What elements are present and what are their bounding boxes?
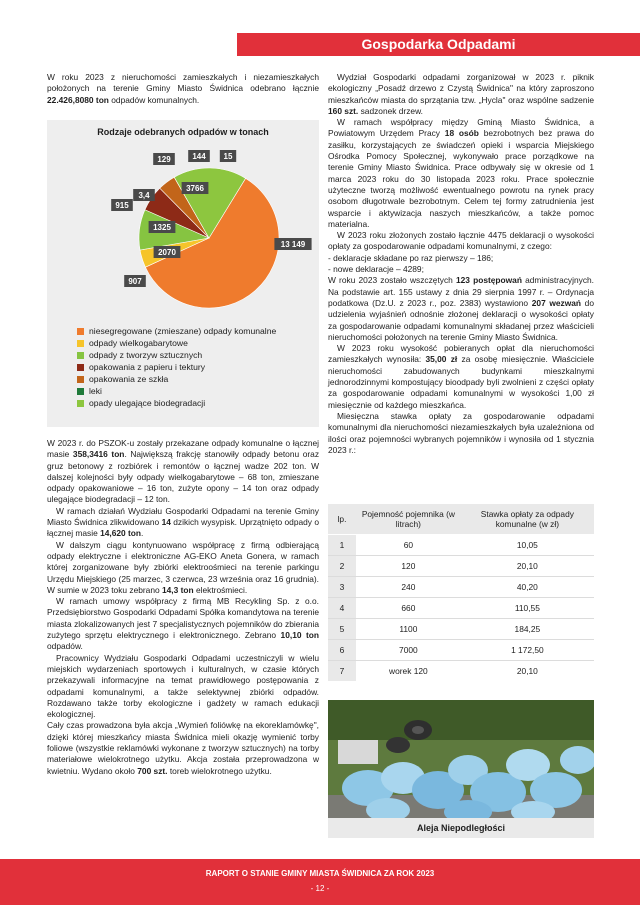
bags-paragraph: Cały czas prowadzona była akcja „Wymień foliówkę na ekoreklamówkę", dzięki której mieszkańcy miasta Świdnica mieli okazję wymienić torby foliowe (wszystkie reklamówki wykonane z tworzyw sztucznych) na torby materiałowe wielokrotnego użytku. Akcja została przeprowadzona w kwietniu. Wydano około 700 szt. toreb wielokrotnego użytku. <box>47 720 319 776</box>
data-label <box>182 182 209 194</box>
footer-title: RAPORT O STANIE GMINY MIASTA ŚWIDNICA ZA ROK 2023 <box>205 869 435 878</box>
section-title: Gospodarka Odpadami <box>237 33 640 56</box>
photo-caption: Aleja Niepodległości <box>328 818 594 838</box>
intro-text: W roku 2023 z nieruchomości zamieszkałych i niezamieszkałych położonych na terenie Gminy Miasto Świdnica odebrano łącznie 22.426,8080 ton odpadów komunalnych. <box>47 72 319 105</box>
svg-text:129: 129 <box>157 155 171 164</box>
picnic-paragraph: Wydział Gospodarki odpadami zorganizował w 2023 r. piknik ekologiczny „Posadź drzewo z Czystą Świdnica" na który zaproszono mieszkańców miasta do sprzątania tzw. „Hycla" oraz wspólne sadzenie 160 szt. sadzonek drzew. <box>328 72 594 116</box>
decl-item: - deklaracje składane po raz pierwszy – 186; <box>328 252 494 263</box>
svg-text:1325: 1325 <box>153 223 171 232</box>
data-label <box>154 246 181 258</box>
chart-title: Rodzaje odebranych odpadów w tonach <box>97 127 269 137</box>
data-label <box>153 153 175 165</box>
data-label <box>124 275 146 287</box>
fees-paragraph: W 2023 roku wysokość pobieranych opłat dla nieruchomości zamieszkałych wynosiła: 35,00 zł za osobę miesięcznie. Właściciele nieruchomości zabudowanych budynkami mieszkalnymi jednorodzinnymi kompostujący bioodpady byli zwolnieni z części opłaty za gospodarowanie odpadami komunalnymi w wysokości 1,00 zł miesięcznie od każdego mieszkańca. <box>328 343 594 410</box>
declarations-paragraph: W 2023 roku złożonych zostało łącznie 4475 deklaracji o wysokości opłaty za gospodarowanie odpadami komunalnymi, z czego: <box>328 230 594 252</box>
rates-paragraph: Miesięczna stawka opłaty za gospodarowanie odpadami komunalnymi dla nieruchomości niezamieszkałych była uzależniona od ilości oraz pojemności wybranych pojemników i wynosiła od 1 stycznia 2023 r.: <box>328 410 594 455</box>
page-number: - 12 - <box>310 884 330 893</box>
data-label <box>111 199 133 211</box>
pup-paragraph: W ramach współpracy między Gminą Miasto Świdnica, a Powiatowym Urzędem Pracy 18 osób bezrobotnych bez prawa do zasiłku, korzystających ze świadczeń opieki i wsparcia Miejskiego Ośrodka Pomocy Społecznej, wykonywało prace porządkowe na terenie Gminy Miasto Świdnica. Prace odbywały się w okresie od 1 marca 2023 roku do 30 listopada 2023 roku. Prace społecznie użyteczne tworzą możliwość ewentualnego powrotu na rynek pracy osobom długotrwale bezrobotnym. Celem tej formy zatrudnienia jest wsparcie i aktywizacja naszych mieszkańców, a także pomoc materialna. <box>328 117 594 229</box>
events-paragraph: Pracownicy Wydziału Gospodarki Odpadami uczestniczyli w wielu miejskich wydarzeniach sportowych i kulturalnych, w czasie których przekazywali informacyjne na temat prawidłowego postępowania z odpadami komunalnymi, a także selektywnej zbiórki odpadów. Rozdawano także torby ekologiczne i gadżety w ramach edukacji ekologicznej. <box>47 652 319 720</box>
table-row: 3 240 40,20 <box>328 577 594 598</box>
table-row: 2 120 20,10 <box>328 556 594 577</box>
dumps-paragraph: W ramach działań Wydziału Gospodarki Odpadami na terenie Gminy Miasto Świdnica zlikwidowano 14 dzikich wysypisk. Uprzątnięto odpady o łącznej masie 14,620 ton. <box>47 505 319 539</box>
left-text-lower <box>47 438 319 777</box>
proceedings-paragraph: W roku 2023 zostało wszczętych 123 postępowań administracyjnych. Na podstawie art. 155 ustawy z dnia 29 sierpnia 1997 r. – Ordynacja podatkowa (Dz.U. z 2023 r., poz. 2383) wystawiono 207 wezwań do udzielenia wyjaśnień odnośnie złożonej deklaracji o wysokości opłaty za gospodarowanie odpadami komunalnymi składanej przez właścicieli nieruchomości położonych na terenie Gminy Miasto Świdnica. <box>328 275 594 342</box>
legend-item <box>77 373 312 385</box>
legend-swatch <box>77 352 84 359</box>
right-text <box>328 72 594 456</box>
pie-chart <box>47 120 319 320</box>
col-header-capacity: Pojemność pojemnika (w litrach) <box>356 504 461 535</box>
legend-label: opakowania ze szkła <box>89 374 169 384</box>
legend-item <box>77 385 312 397</box>
table-row: 1 60 10,05 <box>328 535 594 556</box>
legend-swatch <box>77 388 84 395</box>
legend-item <box>77 361 312 373</box>
legend-item <box>77 325 312 337</box>
legend-swatch <box>77 376 84 383</box>
footer <box>0 859 640 905</box>
pszok-paragraph: W 2023 r. do PSZOK-u zostały przekazane odpady komunalne o łącznej masie 358,3416 ton. Największą frakcję stanowiły odpady betonu oraz gruz betonowy z rozbiórek i remontów o łącznej wadze 202 ton. W dalszej kolejności były odpady wielkogabarytowe – 68 ton, zmieszane odpady opakowaniowe – 16 ton, zużyte opony – 14 ton oraz odpady ulegające biodegradacji – 12 ton. <box>47 438 320 505</box>
legend-label: opakowania z papieru i tektury <box>89 362 206 372</box>
svg-text:907: 907 <box>128 277 142 286</box>
col-header-rate: Stawka opłaty za odpady komunalne (w zł) <box>461 504 594 535</box>
svg-text:144: 144 <box>192 152 206 161</box>
fees-table <box>328 504 594 681</box>
legend-item <box>77 397 312 409</box>
svg-text:13 149: 13 149 <box>280 240 306 249</box>
legend-label: odpady z tworzyw sztucznych <box>89 350 203 360</box>
waste-chart <box>47 120 319 427</box>
decl-item: - nowe deklaracje – 4289; <box>328 264 424 275</box>
data-label <box>274 238 311 250</box>
svg-text:3766: 3766 <box>186 184 204 193</box>
chart-legend <box>77 325 312 409</box>
table-row: 7 worek 120 20,10 <box>328 661 594 682</box>
legend-item <box>77 337 312 349</box>
col-header-lp: lp. <box>328 504 356 535</box>
legend-label: niesegregowane (zmieszane) odpady komunalne <box>89 326 277 336</box>
legend-swatch <box>77 400 84 407</box>
data-label <box>220 150 236 162</box>
table-header-row <box>328 504 594 535</box>
svg-text:15: 15 <box>223 152 233 161</box>
table-row: 5 1100 184,25 <box>328 619 594 640</box>
ag-eko-paragraph: W dalszym ciągu kontynuowano współpracę z firmą odbierającą odpady elektryczne i elektroniczne AG-EKO Aneta Gonera, w ramach której zorganizowane były zbiórki elektroośmieci na terenie parkingu Urzędu Miejskiego (25 marzec, 3 czerwca, 23 września oraz 16 grudnia). W sumie w 2023 toku zebrano 14,3 ton elektrośmieci. <box>47 539 319 595</box>
data-label <box>149 221 176 233</box>
svg-text:2070: 2070 <box>158 248 176 257</box>
table-row: 6 7000 1 172,50 <box>328 640 594 661</box>
svg-text:915: 915 <box>115 201 129 210</box>
legend-swatch <box>77 328 84 335</box>
data-label <box>188 150 210 162</box>
data-label <box>133 189 155 201</box>
legend-label: leki <box>89 386 102 396</box>
legend-swatch <box>77 364 84 371</box>
legend-label: odpady wielkogabarytowe <box>89 338 188 348</box>
legend-item <box>77 349 312 361</box>
legend-label: opady ulegające biodegradacji <box>89 398 206 408</box>
table-row: 4 660 110,55 <box>328 598 594 619</box>
legend-swatch <box>77 340 84 347</box>
mb-recykling-paragraph: W ramach umowy współpracy z firmą MB Recykling Sp. z o.o. Przedsiębiorstwo Gospodarki Odpadami Spółka komandytowa na terenie miasta zlokalizowanych jest 7 specjalistycznych pojemników do zbierania zużytego sprzętu elektrycznego i elektronicznego. Zebrano 10,10 ton odpadów. <box>47 596 319 652</box>
svg-text:3,4: 3,4 <box>138 191 150 200</box>
